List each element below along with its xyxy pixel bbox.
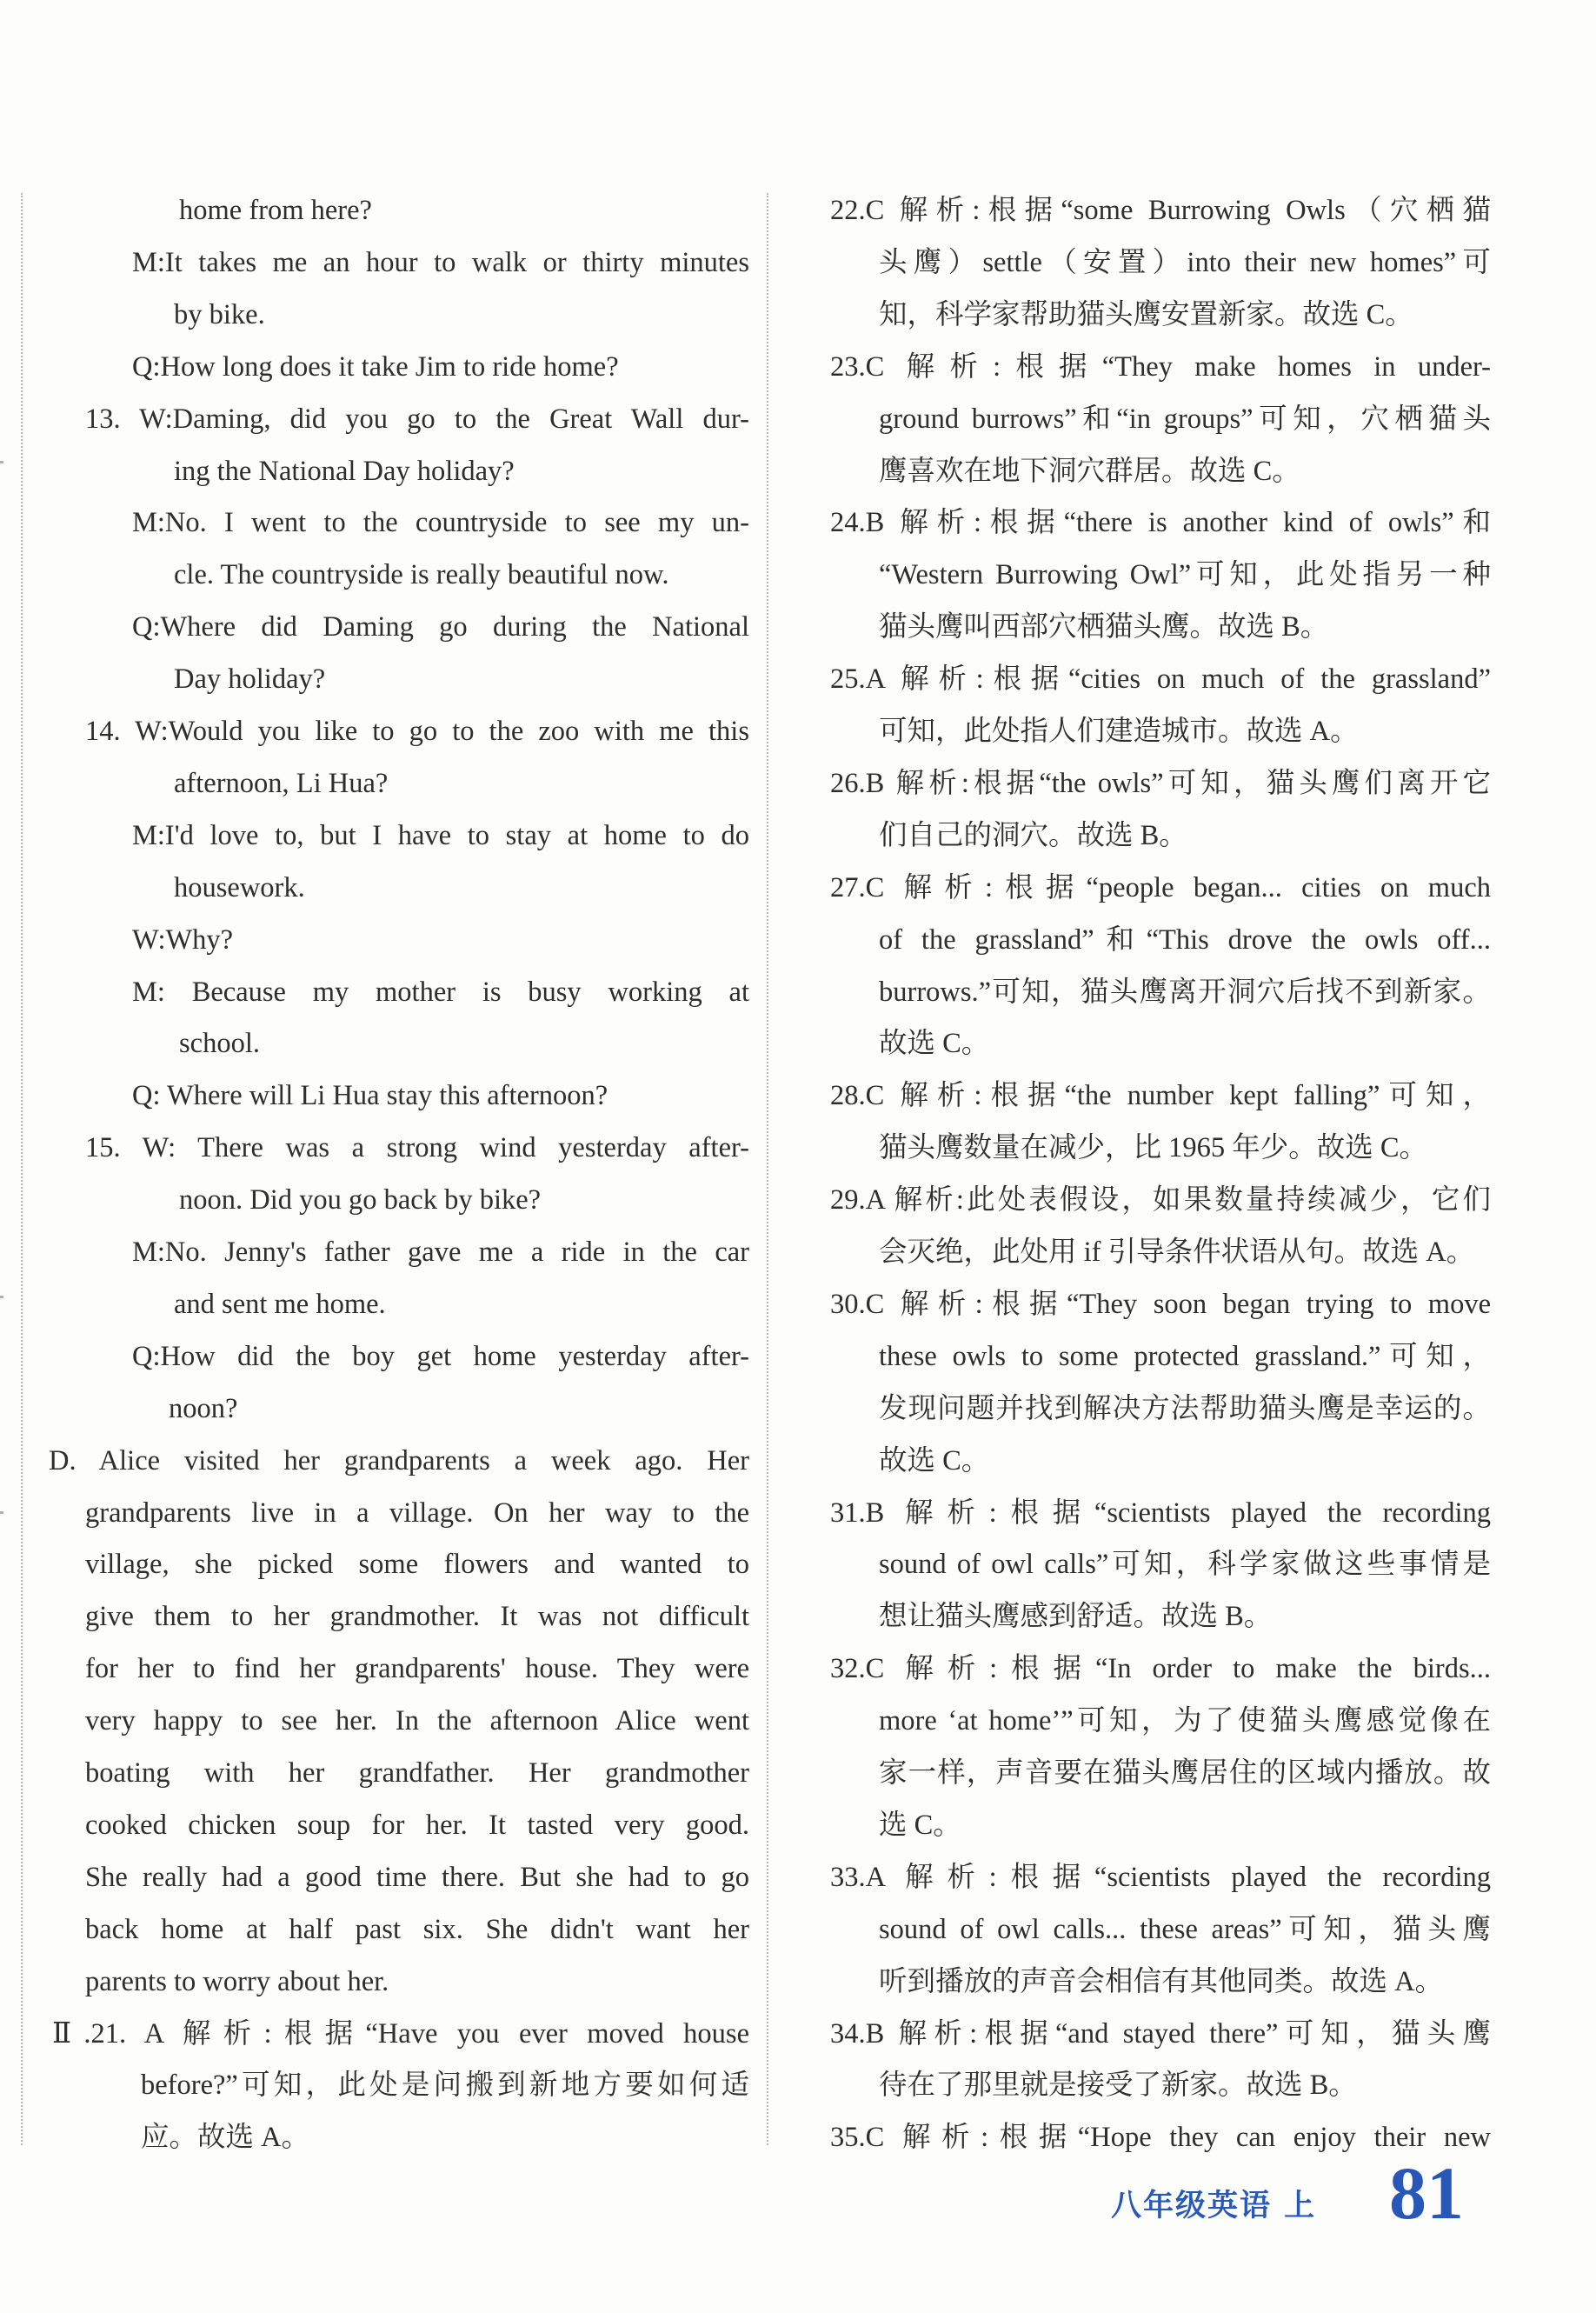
right-column-line: 34.B 解析:根据“and stayed there”可知，猫头鹰: [830, 2017, 1491, 2050]
right-column-line: 23.C 解析:根据“They make homes in under-: [830, 350, 1491, 383]
left-column-line: afternoon, Li Hua?: [174, 767, 389, 799]
left-column-line: cooked chicken soup for her. It tasted very good.: [85, 1809, 749, 1841]
left-margin-rule: [21, 193, 23, 2145]
edge-mark: [0, 1511, 3, 1514]
right-column-line: 24.B 解析:根据“there is another kind of owls”和: [830, 507, 1491, 539]
right-column-line: 选 C。: [879, 1809, 961, 1841]
right-column-line: 27.C 解析:根据“people began... cities on much: [830, 871, 1491, 903]
left-column-line: grandparents live in a village. On her way to the: [85, 1496, 749, 1529]
left-column-line: noon. Did you go back by bike?: [179, 1184, 542, 1216]
edge-mark: [0, 1296, 3, 1298]
right-column-line: 故选 C。: [879, 1028, 990, 1060]
left-column-line: noon?: [169, 1392, 238, 1424]
right-column-line: 鹰喜欢在地下洞穴群居。故选 C。: [879, 455, 1300, 487]
left-column-line: M:No. Jenny's father gave me a ride in the car: [132, 1236, 749, 1268]
right-column-line: 猫头鹰叫西部穴栖猫头鹰。故选 B。: [879, 611, 1329, 643]
right-column-line: 听到播放的声音会相信有其他同类。故选 A。: [879, 1965, 1444, 1997]
footer-book-label: 八年级英语 上: [1111, 2189, 1317, 2223]
left-column-line: 13. W:Daming, did you go to the Great Wall dur-: [85, 403, 749, 435]
left-column-line: for her to find her grandparents' house. They were: [85, 1653, 749, 1685]
right-column-line: 31.B 解析:根据“scientists played the recording: [830, 1496, 1491, 1529]
right-column-line: these owls to some protected grassland.”可知，: [879, 1340, 1491, 1372]
right-column-line: 28.C 解析:根据“the number kept falling”可知，: [830, 1080, 1491, 1112]
left-column-line: boating with her grandfather. Her grandmother: [85, 1757, 749, 1789]
right-column-line: 会灭绝，此处用 if 引导条件状语从句。故选 A。: [879, 1236, 1475, 1268]
left-column-line: Q:Where did Daming go during the National: [132, 611, 749, 643]
column-divider: [767, 193, 768, 2145]
right-column-line: 猫头鹰数量在减少，比 1965 年少。故选 C。: [879, 1132, 1428, 1164]
left-column-line: very happy to see her. In the afternoon Alice went: [85, 1705, 749, 1737]
right-column-line: sound of owl calls... these areas”可知，猫头鹰: [879, 1913, 1491, 1945]
right-column-line: 26.B 解析:根据“the owls”可知，猫头鹰们离开它: [830, 767, 1491, 799]
right-column-line: 25.A 解析:根据“cities on much of the grassland”: [830, 663, 1491, 696]
right-column-line: burrows.”可知，猫头鹰离开洞穴后找不到新家。: [879, 976, 1491, 1008]
right-column-line: 想让猫头鹰感到舒适。故选 B。: [879, 1601, 1273, 1633]
right-column-line: ground burrows”和“in groups”可知，穴栖猫头: [879, 403, 1491, 435]
left-column-line: by bike.: [174, 298, 265, 330]
right-column-line: 知，科学家帮助猫头鹰安置新家。故选 C。: [879, 298, 1413, 330]
right-column-line: 35.C 解析:根据“Hope they can enjoy their new: [830, 2122, 1491, 2154]
right-column-line: 30.C 解析:根据“They soon began trying to move: [830, 1288, 1491, 1320]
right-column-line: 发现问题并找到解决方法帮助猫头鹰是幸运的。: [879, 1392, 1491, 1424]
left-column-line: home from here?: [179, 195, 372, 226]
right-column-line: 故选 C。: [879, 1444, 990, 1476]
left-column-line: Q: Where will Li Hua stay this afternoon?: [132, 1080, 608, 1112]
left-column-line: M:No. I went to the countryside to see my un-: [132, 507, 749, 539]
right-column-line: 可知，此处指人们建造城市。故选 A。: [879, 716, 1359, 747]
left-column-line: cle. The countryside is really beautiful now.: [174, 559, 669, 591]
left-column-line: 应。故选 A。: [141, 2122, 310, 2154]
left-column-line: housework.: [174, 871, 305, 903]
left-column-line: before?”可知，此处是问搬到新地方要如何适: [141, 2070, 749, 2102]
left-column-line: village, she picked some flowers and wanted to: [85, 1549, 749, 1581]
right-column-line: sound of owl calls”可知，科学家做这些事情是: [879, 1549, 1491, 1581]
right-column-line: more ‘at home’”可知，为了使猫头鹰感觉像在: [879, 1705, 1491, 1737]
right-column-line: 22.C 解析:根据“some Burrowing Owls（穴栖猫: [830, 195, 1491, 226]
left-column-line: and sent me home.: [174, 1288, 386, 1320]
left-column-line: ing the National Day holiday?: [174, 455, 515, 487]
page-number: 81: [1389, 2151, 1464, 2235]
right-column-line: 33.A 解析:根据“scientists played the recording: [830, 1861, 1491, 1893]
left-column-line: 14. W:Would you like to go to the zoo with me this: [85, 716, 749, 747]
left-column-line: parents to worry about her.: [85, 1965, 389, 1997]
right-column-line: “Western Burrowing Owl”可知，此处指另一种: [879, 559, 1491, 591]
right-column-line: 32.C 解析:根据“In order to make the birds...: [830, 1653, 1491, 1685]
right-column-line: 待在了那里就是接受了新家。故选 B。: [879, 2070, 1357, 2102]
left-column-line: Ⅱ.21. A 解析:根据“Have you ever moved house: [52, 2017, 749, 2050]
left-column-line: She really had a good time there. But she had to go: [85, 1861, 749, 1893]
left-column-line: back home at half past six. She didn't want her: [85, 1913, 749, 1945]
left-column-line: D. Alice visited her grandparents a week ago. Her: [49, 1444, 749, 1476]
right-column-line: 29.A 解析:此处表假设，如果数量持续减少，它们: [830, 1184, 1491, 1216]
left-column-line: M:I'd love to, but I have to stay at home to do: [132, 819, 749, 851]
left-column-line: give them to her grandmother. It was not difficult: [85, 1601, 749, 1633]
left-column-line: 15. W: There was a strong wind yesterday after-: [85, 1132, 749, 1164]
left-column-line: Day holiday?: [174, 663, 326, 696]
right-column-line: 头鹰）settle（安置）into their new homes”可: [879, 246, 1491, 278]
edge-mark: [0, 461, 3, 463]
left-column-line: M: Because my mother is busy working at: [132, 976, 749, 1008]
left-column-line: school.: [179, 1028, 260, 1060]
right-column-line: 家一样，声音要在猫头鹰居住的区域内播放。故: [879, 1757, 1491, 1789]
left-column-line: M:It takes me an hour to walk or thirty minutes: [132, 246, 749, 278]
right-column-line: 们自己的洞穴。故选 B。: [879, 819, 1187, 851]
left-column-line: Q:How long does it take Jim to ride home?: [132, 350, 619, 383]
right-column-line: of the grassland”和“This drove the owls off...: [879, 923, 1491, 956]
left-column-line: W:Why?: [132, 923, 234, 956]
left-column-line: Q:How did the boy get home yesterday after-: [132, 1340, 749, 1372]
